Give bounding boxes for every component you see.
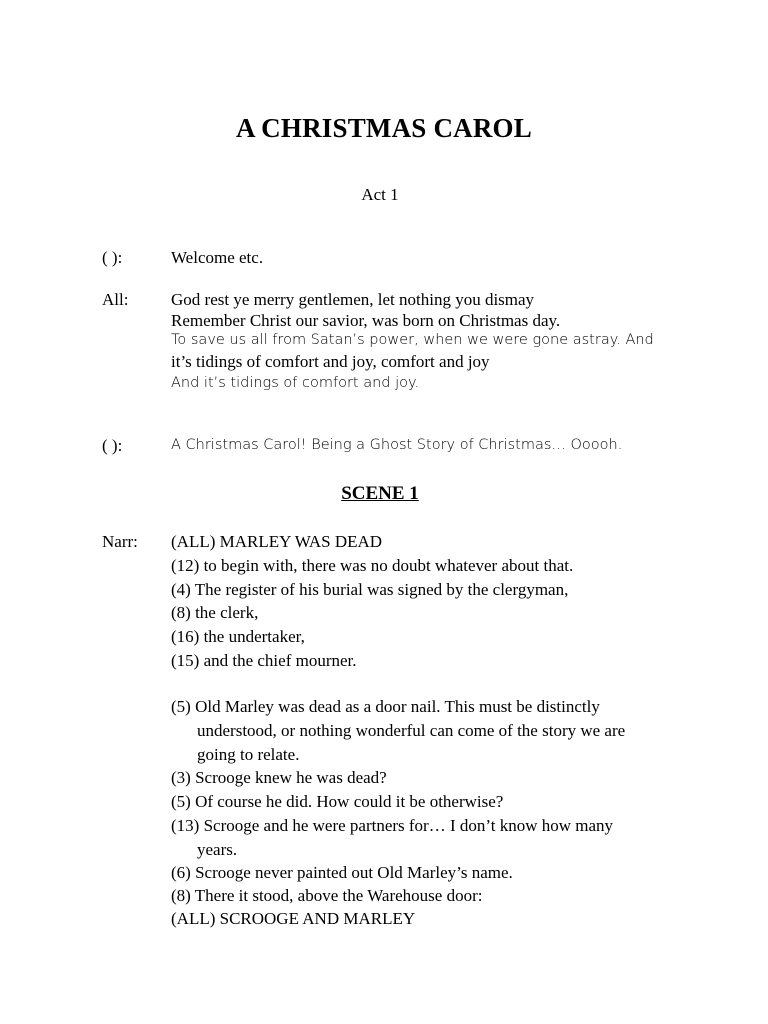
narr-line: (5) Of course he did. How could it be otherwise? [171, 792, 504, 811]
speaker-label: All: [102, 290, 129, 309]
document-title: A CHRISTMAS CAROL [236, 113, 532, 143]
narr-line: understood, or nothing wonderful can come of the story we are [197, 721, 626, 740]
script-line: it’s tidings of comfort and joy, comfort and joy [171, 352, 490, 371]
narr-line: (3) Scrooge knew he was dead? [171, 768, 387, 787]
script-line: A Christmas Carol! Being a Ghost Story of Christmas… Ooooh. [171, 437, 623, 453]
script-line: Remember Christ our savior, was born on Christmas day. [171, 311, 561, 330]
narr-line: going to relate. [197, 745, 300, 764]
narr-line: (5) Old Marley was dead as a door nail. This must be distinctly [171, 697, 600, 716]
narr-line: (13) Scrooge and he were partners for… I don’t know how many [171, 816, 614, 835]
narr-line: (15) and the chief mourner. [171, 651, 357, 670]
speaker-label: ( ): [102, 436, 123, 455]
narr-line: (8) the clerk, [171, 603, 259, 622]
act-heading: Act 1 [361, 185, 399, 204]
narr-line: (4) The register of his burial was signed by the clergyman, [171, 580, 569, 599]
narr-line: (ALL) MARLEY WAS DEAD [171, 532, 383, 551]
narr-line: years. [197, 840, 238, 859]
script-line: To save us all from Satan’s power, when we were gone astray. And [171, 332, 654, 348]
narr-line: (12) to begin with, there was no doubt whatever about that. [171, 556, 574, 575]
script-line: God rest ye merry gentlemen, let nothing you dismay [171, 290, 535, 309]
speaker-label: Narr: [102, 532, 138, 551]
narr-line: (6) Scrooge never painted out Old Marley’s name. [171, 863, 513, 882]
scene-heading: SCENE 1 [341, 483, 419, 504]
narr-line: (8) There it stood, above the Warehouse door: [171, 886, 483, 905]
script-line: Welcome etc. [171, 248, 264, 267]
script-line: And it’s tidings of comfort and joy. [171, 375, 420, 391]
narr-line: (16) the undertaker, [171, 627, 305, 646]
narr-line: (ALL) SCROOGE AND MARLEY [171, 909, 416, 928]
speaker-label: ( ): [102, 248, 123, 267]
